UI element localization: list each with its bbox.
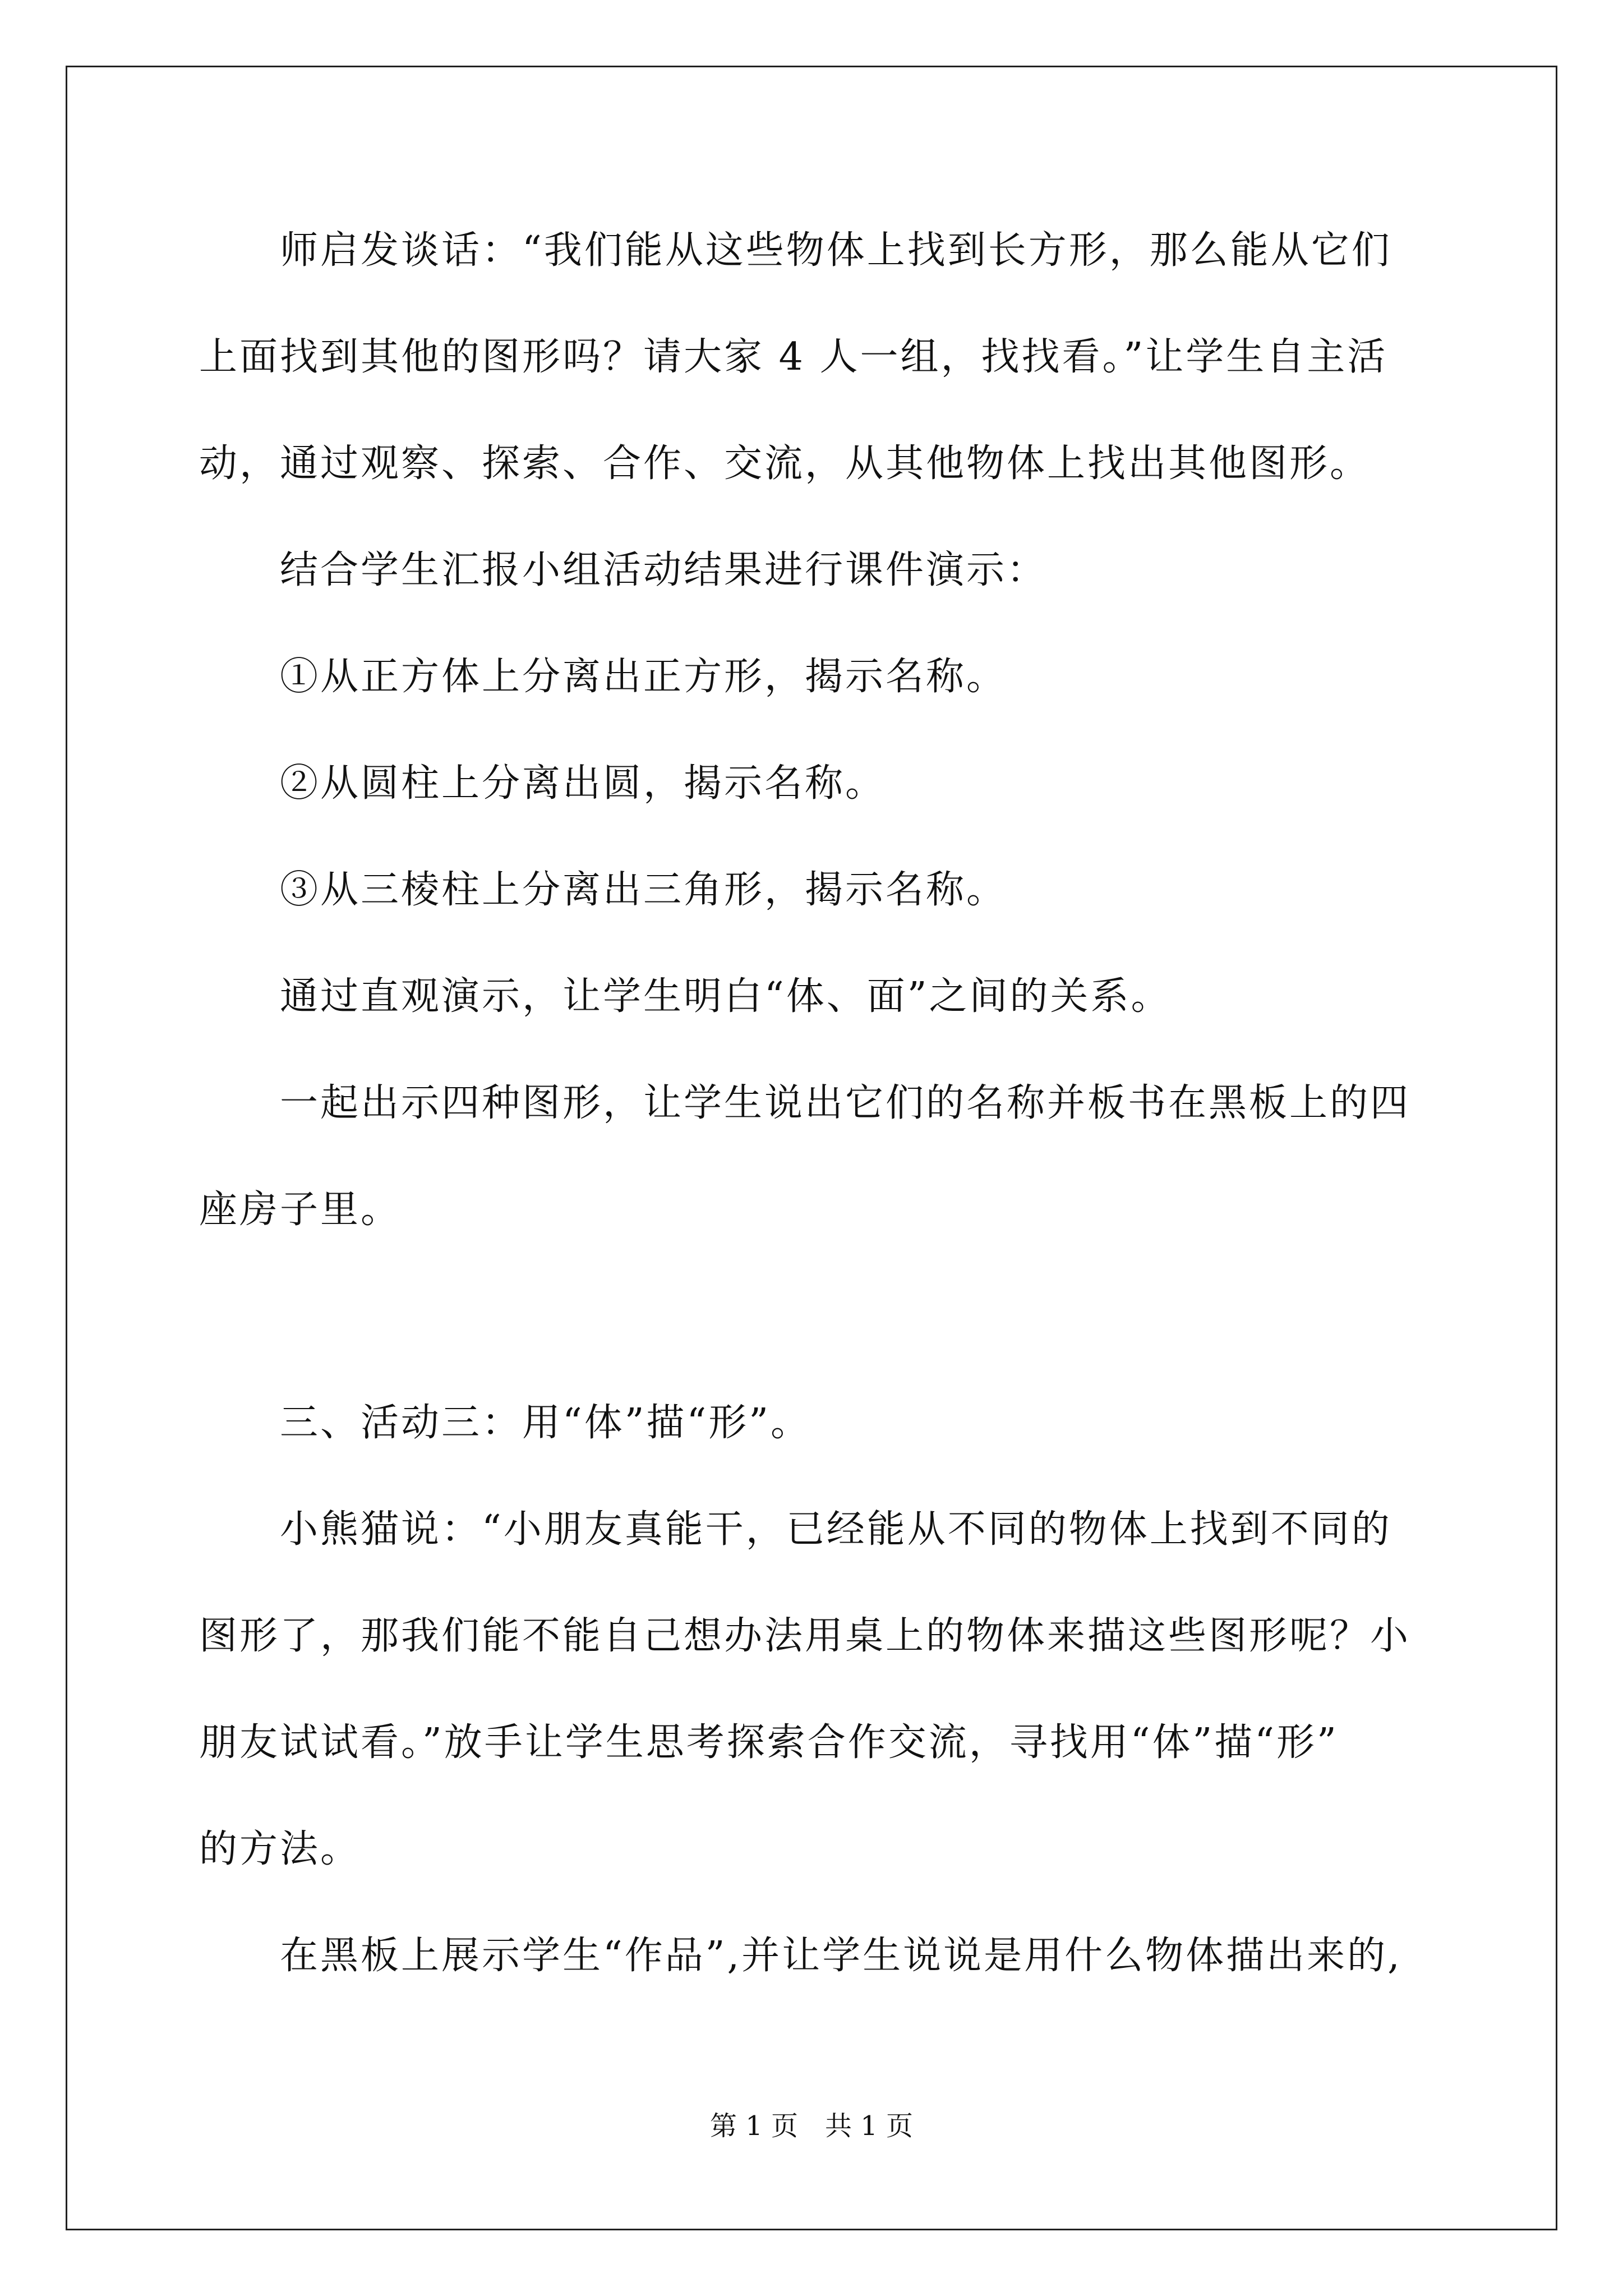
text-line-9: 一起出示四种图形，让学生说出它们的名称并板书在黑板上的四 [199, 1081, 1411, 1125]
text-line-5: ①从正方体上分离出正方形，揭示名称。 [199, 655, 1007, 699]
text-line-1: 师启发谈话：“我们能从这些物体上找到长方形，那么能从它们 [199, 228, 1392, 273]
text-line-15: 的方法。 [199, 1827, 361, 1871]
text-line-10: 座房子里。 [199, 1188, 402, 1232]
text-line-12: 小熊猫说：“小朋友真能干，已经能从不同的物体上找到不同的 [199, 1507, 1392, 1552]
text-line-4: 结合学生汇报小组活动结果进行课件演示： [199, 548, 1048, 592]
text-line-3: 动，通过观察、探索、合作、交流，从其他物体上找出其他图形。 [199, 441, 1371, 486]
text-line-2: 上面找到其他的图形吗？请大家 4 人一组，找找看。”让学生自主活 [199, 335, 1388, 379]
text-line-6: ②从圆柱上分离出圆，揭示名称。 [199, 761, 886, 806]
page-footer: 第 1 页 共 1 页 [709, 2110, 914, 2142]
page-border [66, 66, 1557, 2230]
text-line-13: 图形了，那我们能不能自己想办法用桌上的物体来描这些图形呢？小 [199, 1614, 1411, 1658]
text-line-7: ③从三棱柱上分离出三角形，揭示名称。 [199, 868, 1007, 912]
text-line-16: 在黑板上展示学生“作品”,并让学生说说是用什么物体描出来的, [199, 1934, 1402, 1978]
text-line-14: 朋友试试看。”放手让学生思考探索合作交流，寻找用“体”描“形” [199, 1720, 1339, 1765]
text-line-8: 通过直观演示，让学生明白“体、面”之间的关系。 [199, 974, 1172, 1019]
text-line-11: 三、活动三：用“体”描“形”。 [199, 1401, 811, 1445]
